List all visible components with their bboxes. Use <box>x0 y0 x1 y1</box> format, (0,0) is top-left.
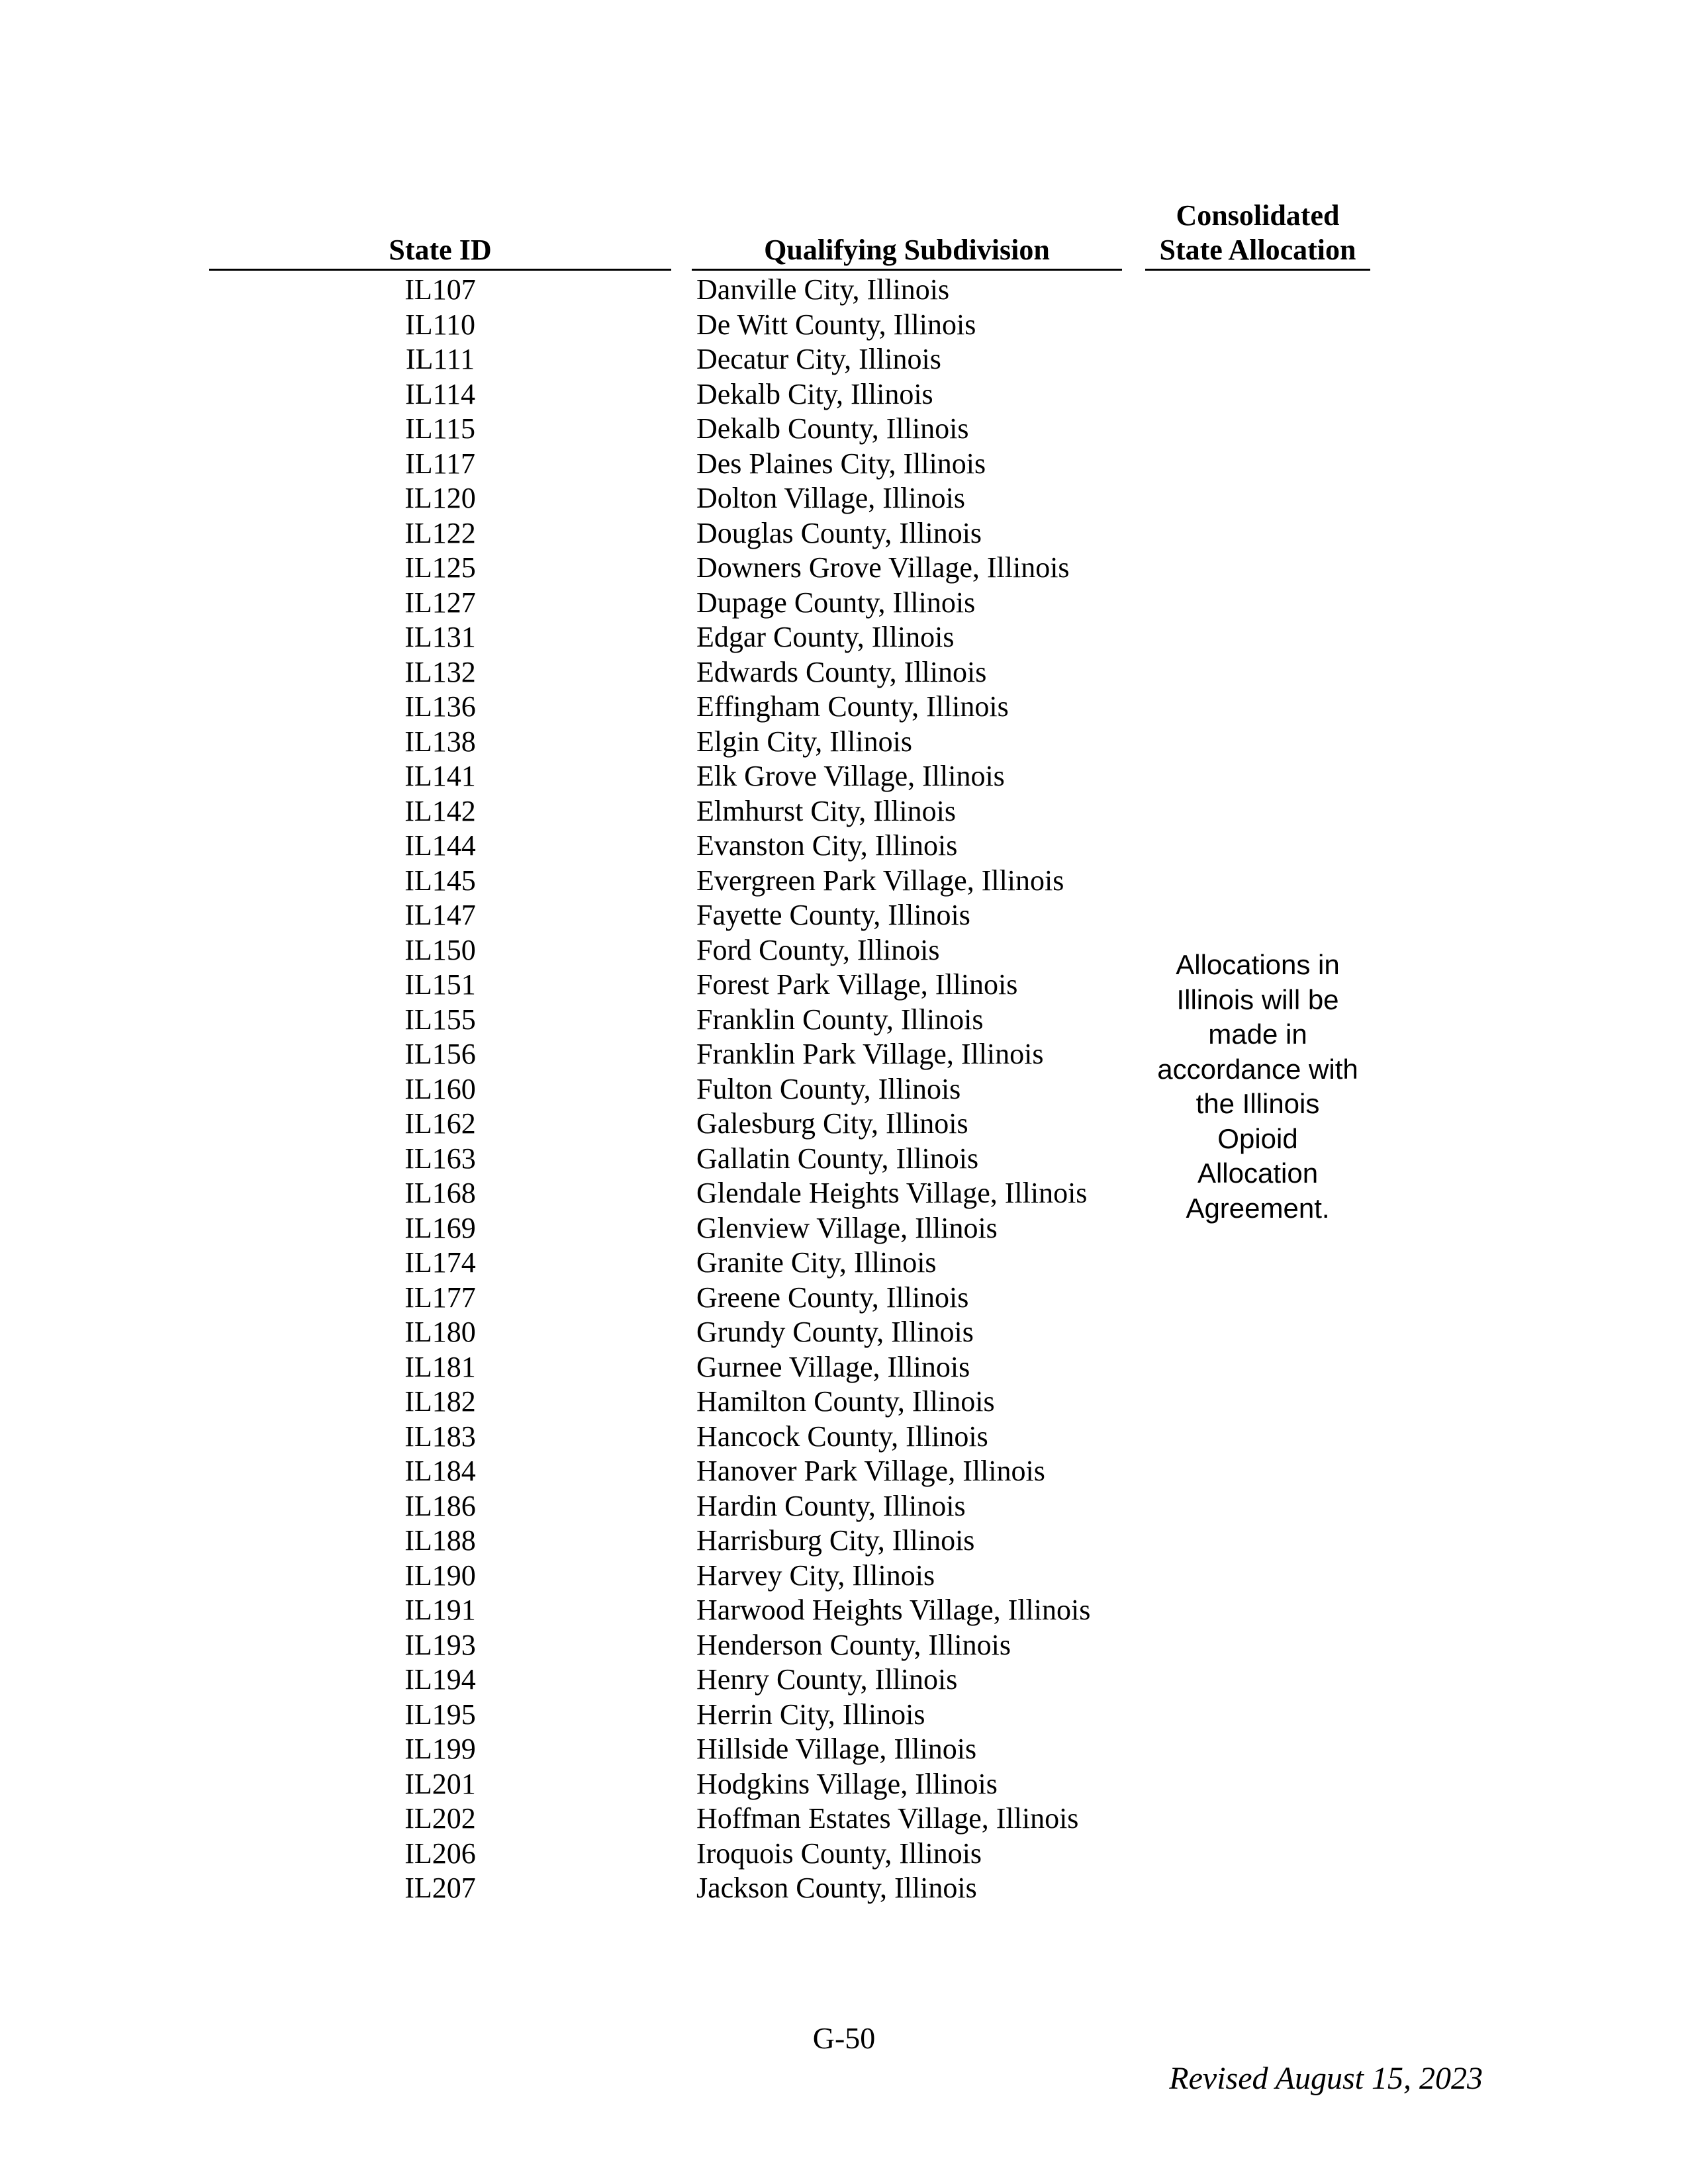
subdivision-cell: Elmhurst City, Illinois <box>696 794 956 827</box>
subdivision-cell: Hoffman Estates Village, Illinois <box>696 1802 1079 1835</box>
state-id-cell: IL202 <box>404 1802 476 1835</box>
state-id-cell: IL193 <box>404 1628 476 1661</box>
table-row <box>0 725 1688 760</box>
subdivision-cell: Edwards County, Illinois <box>696 655 987 688</box>
revised-date: Revised August 15, 2023 <box>1169 2061 1483 2096</box>
state-id-cell: IL186 <box>404 1489 476 1522</box>
table-row <box>0 933 1688 968</box>
subdivision-cell: Edgar County, Illinois <box>696 621 955 653</box>
subdivision-cell: Galesburg City, Illinois <box>696 1107 968 1140</box>
state-id-cell: IL114 <box>405 377 475 410</box>
table-row <box>0 968 1688 1003</box>
table-row <box>0 655 1688 690</box>
table-row <box>0 551 1688 586</box>
table-row <box>0 1072 1688 1107</box>
table-row <box>0 1385 1688 1420</box>
state-id-cell: IL174 <box>404 1246 476 1279</box>
table-row <box>0 516 1688 551</box>
subdivision-cell: Franklin County, Illinois <box>696 1003 984 1036</box>
table-row <box>0 1350 1688 1385</box>
subdivision-cell: Greene County, Illinois <box>696 1281 969 1314</box>
subdivision-cell: Hodgkins Village, Illinois <box>696 1767 998 1800</box>
page-number: G-50 <box>812 2021 876 2055</box>
state-id-cell: IL147 <box>404 899 476 931</box>
table-row <box>0 1454 1688 1489</box>
header-allocation-line2: State Allocation <box>1159 234 1356 266</box>
table-row <box>0 1698 1688 1733</box>
table-row <box>0 1801 1688 1837</box>
table-row <box>0 342 1688 377</box>
state-id-cell: IL155 <box>404 1003 476 1036</box>
state-id-cell: IL127 <box>404 586 476 619</box>
table-row <box>0 1593 1688 1628</box>
table-row <box>0 1524 1688 1559</box>
state-id-cell: IL150 <box>404 933 476 966</box>
table-row <box>0 1107 1688 1142</box>
state-id-cell: IL144 <box>404 829 476 862</box>
subdivision-cell: Hillside Village, Illinois <box>696 1733 977 1765</box>
subdivision-cell: Ford County, Illinois <box>696 933 940 966</box>
subdivision-cell: Elgin City, Illinois <box>696 725 912 758</box>
table-row <box>0 1281 1688 1316</box>
subdivision-cell: Dolton Village, Illinois <box>696 482 965 514</box>
state-id-cell: IL201 <box>404 1767 476 1800</box>
table-row <box>0 829 1688 864</box>
subdivision-cell: Hamilton County, Illinois <box>696 1385 995 1418</box>
allocation-note-line: made in <box>1208 1019 1307 1050</box>
subdivision-cell: Evergreen Park Village, Illinois <box>696 864 1064 897</box>
subdivision-cell: Fayette County, Illinois <box>696 899 970 931</box>
subdivision-cell: Fulton County, Illinois <box>696 1072 961 1105</box>
subdivision-cell: Downers Grove Village, Illinois <box>696 551 1070 584</box>
state-id-cell: IL162 <box>404 1107 476 1140</box>
state-id-cell: IL183 <box>404 1420 476 1453</box>
table-row <box>0 1489 1688 1524</box>
subdivision-cell: Gallatin County, Illinois <box>696 1142 979 1175</box>
header-underline-subdivision <box>692 269 1122 271</box>
allocation-note-line: Opioid <box>1217 1122 1298 1154</box>
state-id-cell: IL115 <box>405 412 475 445</box>
state-id-cell: IL142 <box>404 794 476 827</box>
state-id-cell: IL168 <box>404 1177 476 1209</box>
state-id-cell: IL199 <box>404 1733 476 1765</box>
subdivision-cell: Glenview Village, Illinois <box>696 1211 998 1244</box>
table-row <box>0 690 1688 725</box>
header-allocation-line1: Consolidated <box>1176 199 1340 232</box>
table-body <box>0 273 1688 1906</box>
state-id-cell: IL195 <box>404 1698 476 1731</box>
state-id-cell: IL138 <box>404 725 476 758</box>
state-id-cell: IL151 <box>404 968 476 1001</box>
table-row <box>0 759 1688 794</box>
subdivision-cell: Hardin County, Illinois <box>696 1489 966 1522</box>
subdivision-cell: Dekalb City, Illinois <box>696 377 933 410</box>
table-row <box>0 1837 1688 1872</box>
table-row <box>0 1420 1688 1455</box>
subdivision-cell: Des Plaines City, Illinois <box>696 447 986 480</box>
subdivision-cell: Jackson County, Illinois <box>696 1872 977 1904</box>
state-id-cell: IL184 <box>404 1455 476 1487</box>
state-id-cell: IL141 <box>404 760 476 792</box>
state-id-cell: IL156 <box>404 1038 476 1070</box>
table-row <box>0 864 1688 899</box>
table-row <box>0 898 1688 933</box>
subdivision-cell: Danville City, Illinois <box>696 273 950 306</box>
allocation-note-line: the Illinois <box>1196 1088 1320 1119</box>
state-id-cell: IL177 <box>404 1281 476 1314</box>
subdivision-cell: Decatur City, Illinois <box>696 343 941 375</box>
allocation-note-line: accordance with <box>1157 1053 1358 1085</box>
table-row <box>0 586 1688 621</box>
subdivision-cell: De Witt County, Illinois <box>696 308 976 341</box>
state-id-cell: IL188 <box>404 1524 476 1557</box>
table-row <box>0 308 1688 343</box>
table-row <box>0 620 1688 655</box>
subdivision-cell: Dekalb County, Illinois <box>696 412 969 445</box>
table-row <box>0 1003 1688 1038</box>
table-row <box>0 794 1688 829</box>
state-id-cell: IL145 <box>404 864 476 897</box>
subdivision-cell: Harrisburg City, Illinois <box>696 1524 975 1557</box>
subdivision-cell: Evanston City, Illinois <box>696 829 958 862</box>
subdivision-cell: Granite City, Illinois <box>696 1246 937 1279</box>
subdivision-cell: Herrin City, Illinois <box>696 1698 925 1731</box>
state-id-cell: IL180 <box>404 1316 476 1348</box>
table-row <box>0 1142 1688 1177</box>
state-id-cell: IL120 <box>404 482 476 514</box>
allocation-note-line: Allocations in <box>1176 949 1340 980</box>
state-id-cell: IL136 <box>404 690 476 723</box>
table-row <box>0 1315 1688 1350</box>
subdivision-cell: Grundy County, Illinois <box>696 1316 974 1348</box>
table-row <box>0 1559 1688 1594</box>
state-id-cell: IL132 <box>404 655 476 688</box>
table-row <box>0 481 1688 516</box>
subdivision-cell: Hanover Park Village, Illinois <box>696 1455 1045 1487</box>
subdivision-cell: Glendale Heights Village, Illinois <box>696 1177 1088 1209</box>
subdivision-cell: Harwood Heights Village, Illinois <box>696 1594 1091 1626</box>
subdivision-cell: Elk Grove Village, Illinois <box>696 760 1005 792</box>
allocation-note-line: Allocation <box>1197 1158 1319 1189</box>
table-row <box>0 412 1688 447</box>
header-state-id: State ID <box>389 234 492 266</box>
header-underline-state-id <box>209 269 671 271</box>
state-id-cell: IL191 <box>404 1594 476 1626</box>
subdivision-cell: Franklin Park Village, Illinois <box>696 1038 1044 1070</box>
table-row <box>0 1176 1688 1211</box>
subdivision-cell: Forest Park Village, Illinois <box>696 968 1018 1001</box>
state-id-cell: IL207 <box>404 1872 476 1904</box>
table-row <box>0 1767 1688 1802</box>
table-row <box>0 447 1688 482</box>
allocation-note-line: Illinois will be <box>1176 983 1339 1015</box>
state-id-cell: IL117 <box>405 447 475 480</box>
subdivision-cell: Effingham County, Illinois <box>696 690 1009 723</box>
subdivision-cell: Dupage County, Illinois <box>696 586 976 619</box>
subdivision-cell: Hancock County, Illinois <box>696 1420 988 1453</box>
table-row <box>0 1628 1688 1663</box>
table-row <box>0 377 1688 412</box>
table-row <box>0 1732 1688 1767</box>
state-id-cell: IL190 <box>404 1559 476 1592</box>
state-id-cell: IL163 <box>404 1142 476 1175</box>
header-underline-allocation <box>1145 269 1370 271</box>
header-qualifying-subdivision: Qualifying Subdivision <box>764 234 1050 266</box>
header-consolidated-state-allocation <box>1145 199 1370 267</box>
state-id-cell: IL194 <box>404 1663 476 1696</box>
state-id-cell: IL125 <box>404 551 476 584</box>
state-id-cell: IL122 <box>404 516 476 549</box>
subdivision-cell: Iroquois County, Illinois <box>696 1837 982 1870</box>
subdivision-cell: Henry County, Illinois <box>696 1663 958 1696</box>
subdivision-cell: Douglas County, Illinois <box>696 516 982 549</box>
allocation-note <box>1145 948 1370 1226</box>
state-id-cell: IL181 <box>404 1350 476 1383</box>
state-id-cell: IL169 <box>404 1211 476 1244</box>
table-row <box>0 1871 1688 1906</box>
table-row <box>0 1037 1688 1072</box>
table-row <box>0 1662 1688 1698</box>
state-id-cell: IL110 <box>405 308 475 341</box>
state-id-cell: IL160 <box>404 1072 476 1105</box>
state-id-cell: IL107 <box>404 273 476 306</box>
subdivision-cell: Gurnee Village, Illinois <box>696 1350 970 1383</box>
allocation-note-line: Agreement. <box>1186 1192 1330 1224</box>
state-id-cell: IL111 <box>405 343 475 375</box>
table-row <box>0 1246 1688 1281</box>
table-row <box>0 1211 1688 1246</box>
table-row <box>0 273 1688 308</box>
subdivision-cell: Harvey City, Illinois <box>696 1559 935 1592</box>
state-id-cell: IL131 <box>404 621 476 653</box>
state-id-cell: IL182 <box>404 1385 476 1418</box>
state-id-cell: IL206 <box>404 1837 476 1870</box>
subdivision-cell: Henderson County, Illinois <box>696 1628 1011 1661</box>
